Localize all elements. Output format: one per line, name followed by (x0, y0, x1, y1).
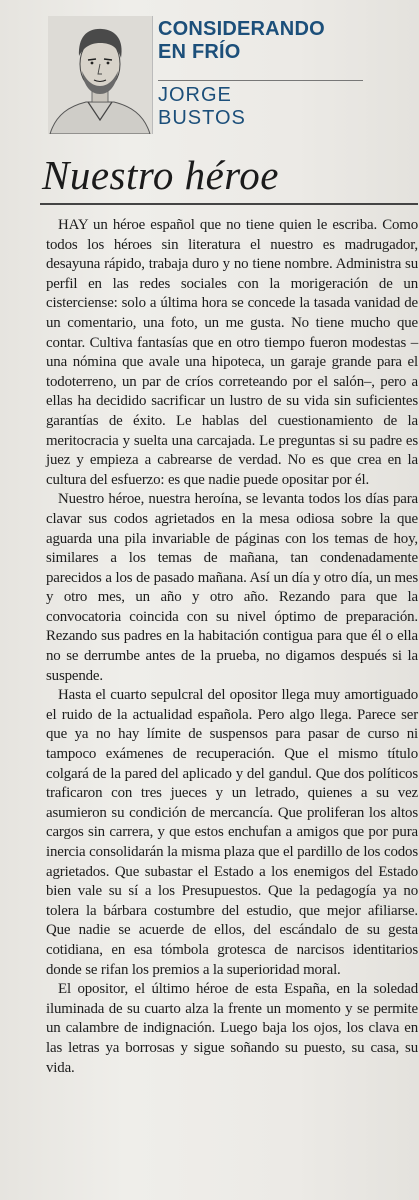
article-title: Nuestro héroe (42, 152, 279, 198)
author-first-name: JORGE (158, 84, 232, 106)
column-name-line2: EN FRÍO (158, 41, 241, 63)
column-header (48, 16, 418, 134)
author-name (158, 84, 418, 130)
title-rule (40, 203, 418, 205)
article-paragraph: HAY un héroe español que no tiene quien le escriba. Como todos los héroes sin literatura el nuestro es madrugador, desayuna rápido, trabaja duro y no tiene nombre. Administra su perfil en las redes sociales con la morigeración de un cisterciense: solo a última hora se concede la tasada vanidad de un comentario, una foto, un me gusta. No tiene mucho que contar. Cultiva fantasías que en otro tiempo fueron modestas –una nómina que avale una hipoteca, un garaje grande para el todoterreno, un par de críos correteando por el salón–, pero a ellas ha decidido sacrificar un lustro de su vida sin suficientes garantías de éxito. Le hablas del cuestionamiento de la meritocracia y suelta una carcajada. Le preguntas si su padre es juez y empieza a cabrearse de verdad. No es que crea en la cultura del esfuerzo: es que nadie puede opositar por él. (46, 217, 418, 488)
article-body (46, 216, 418, 1078)
header-divider (152, 16, 153, 134)
article-paragraph: Hasta el cuarto sepulcral del opositor llega muy amortiguado el ruido de la actualidad española. Pero algo llega. Parece ser que ya no hay límite de suspensos para pasar de curso ni tampoco exámenes de recuperación. Que el mismo título colgará de la pared del aplicado y del gandul. Que dos políticos traficaron con tres jueces y un letrado, quienes a su vez asumieron su condición de mercancía. Que proliferan los altos cargos sin carrera, y que estos enchufan a amigos que por pura inercia consolidarán la misma plaza que el pardillo de los codos agrietados. Que subastar el Estado a los enemigos del Estado bien vale su sí a los Presupuestos. Que la pedagogía ya no tolera la bárbara costumbre del estudio, que mejor afiliarse. Que nadie se acuerde de ellos, del escándalo de su gesta cotidiana, en esa tómbola grotesca de narcisos identitarios donde se rifan los premios a la superioridad moral. (46, 687, 418, 978)
author-sketch-icon (48, 16, 152, 134)
article-paragraph: El opositor, el último héroe de esta España, en la soledad iluminada de su cuarto alza la frente un momento y se permite un calambre de indignación. Luego baja los ojos, los clava en las letras ya borrosas y sigue soñando su puesto, su casa, su vida. (46, 981, 418, 1076)
header-rule (158, 80, 363, 81)
column-name (158, 18, 418, 64)
article-paragraph: Nuestro héroe, nuestra heroína, se levanta todos los días para clavar sus codos agrietados en la mesa odiosa sobre la que aguarda una pila invariable de páginas con los temas de hoy, similares a los temas de mañana, tan condenadamente parecidos a los de pasado mañana. Así un día y otro día, un mes y otro mes, un año y otro año. Rezando para que la convocatoria coincida con su nivel óptimo de preparación. Rezando sus padres en la habitación contigua para que él o ella no se derrumbe antes de la prueba, no digamos después si la suspende. (46, 491, 418, 684)
author-portrait (48, 16, 152, 134)
column-name-line1: CONSIDERANDO (158, 18, 325, 40)
author-last-name: BUSTOS (158, 107, 246, 129)
